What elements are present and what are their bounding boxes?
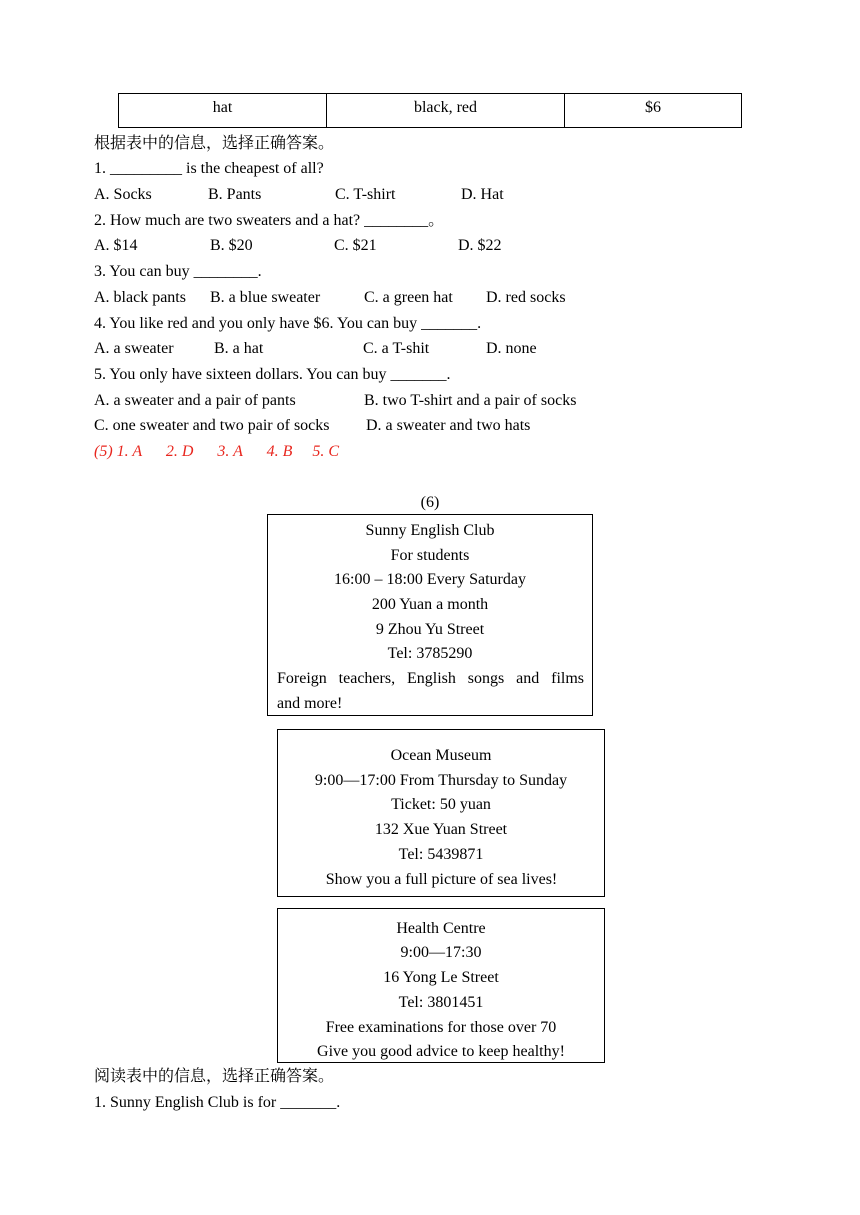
museum-description: Show you a full picture of sea lives! xyxy=(325,871,558,888)
q3-option-c: C. a green hat xyxy=(364,289,453,306)
section6-label: (6) xyxy=(420,494,440,511)
table-cell-color: black, red xyxy=(327,94,565,128)
club-time: 16:00 – 18:00 Every Saturday xyxy=(334,571,526,588)
table-cell-item: hat xyxy=(119,94,327,128)
q2-option-a: A. $14 xyxy=(94,237,138,254)
q3-option-d: D. red socks xyxy=(486,289,566,306)
q4-option-b: B. a hat xyxy=(214,340,264,357)
club-tel: Tel: 3785290 xyxy=(387,645,473,662)
q3-option-b: B. a blue sweater xyxy=(210,289,321,306)
q5-option-b: B. two T-shirt and a pair of socks xyxy=(364,392,577,409)
health-address: 16 Yong Le Street xyxy=(383,969,499,986)
table-cell-price: $6 xyxy=(565,94,742,128)
museum-address: 132 Xue Yuan Street xyxy=(374,821,508,838)
health-name: Health Centre xyxy=(396,920,486,937)
table-row xyxy=(119,94,742,128)
q1-option-c: C. T-shirt xyxy=(335,186,396,203)
museum-notice-box xyxy=(277,729,605,897)
club-address: 9 Zhou Yu Street xyxy=(375,621,485,638)
museum-name: Ocean Museum xyxy=(390,747,492,764)
health-description: Give you good advice to keep healthy! xyxy=(317,1043,565,1060)
health-tel: Tel: 3801451 xyxy=(398,994,484,1011)
q2-option-b: B. $20 xyxy=(210,237,253,254)
club-price: 200 Yuan a month xyxy=(371,596,489,613)
q1-option-b: B. Pants xyxy=(208,186,262,203)
q2-option-d: D. $22 xyxy=(458,237,502,254)
section6-instruction: 阅读表中的信息，选择正确答案。 xyxy=(94,1068,335,1085)
answer-key: (5) 1. A 2. D 3. A 4. B 5. C xyxy=(94,443,340,460)
q4-option-a: A. a sweater xyxy=(94,340,174,357)
museum-hours: 9:00—17:00 From Thursday to Sunday xyxy=(314,772,568,789)
q4-option-d: D. none xyxy=(486,340,537,357)
q1-option-d: D. Hat xyxy=(461,186,504,203)
club-name: Sunny English Club xyxy=(365,522,495,539)
question-2: 2. How much are two sweaters and a hat? ________。 xyxy=(94,212,445,229)
club-audience: For students xyxy=(390,547,470,564)
health-service: Free examinations for those over 70 xyxy=(325,1019,557,1036)
q5-option-c: C. one sweater and two pair of socks xyxy=(94,417,330,434)
q5-option-d: D. a sweater and two hats xyxy=(366,417,531,434)
q5-option-a: A. a sweater and a pair of pants xyxy=(94,392,296,409)
club-description-cont: and more! xyxy=(277,695,343,712)
club-notice-box xyxy=(267,514,593,716)
question-1: 1. _________ is the cheapest of all? xyxy=(94,160,324,177)
question-3: 3. You can buy ________. xyxy=(94,263,262,280)
question-4: 4. You like red and you only have $6. You can buy _______. xyxy=(94,315,482,332)
health-hours: 9:00—17:30 xyxy=(400,944,482,961)
question-5: 5. You only have sixteen dollars. You can buy _______. xyxy=(94,366,451,383)
q3-option-a: A. black pants xyxy=(94,289,186,306)
q4-option-c: C. a T-shit xyxy=(363,340,430,357)
health-notice-box xyxy=(277,908,605,1063)
museum-ticket: Ticket: 50 yuan xyxy=(391,796,491,813)
q2-option-c: C. $21 xyxy=(334,237,377,254)
price-table xyxy=(118,93,742,128)
museum-tel: Tel: 5439871 xyxy=(398,846,484,863)
section5-instruction: 根据表中的信息，选择正确答案。 xyxy=(94,135,335,152)
club-description: Foreign teachers, English songs and films xyxy=(277,670,584,687)
q1-option-a: A. Socks xyxy=(94,186,152,203)
section6-question-1: 1. Sunny English Club is for _______. xyxy=(94,1094,341,1111)
